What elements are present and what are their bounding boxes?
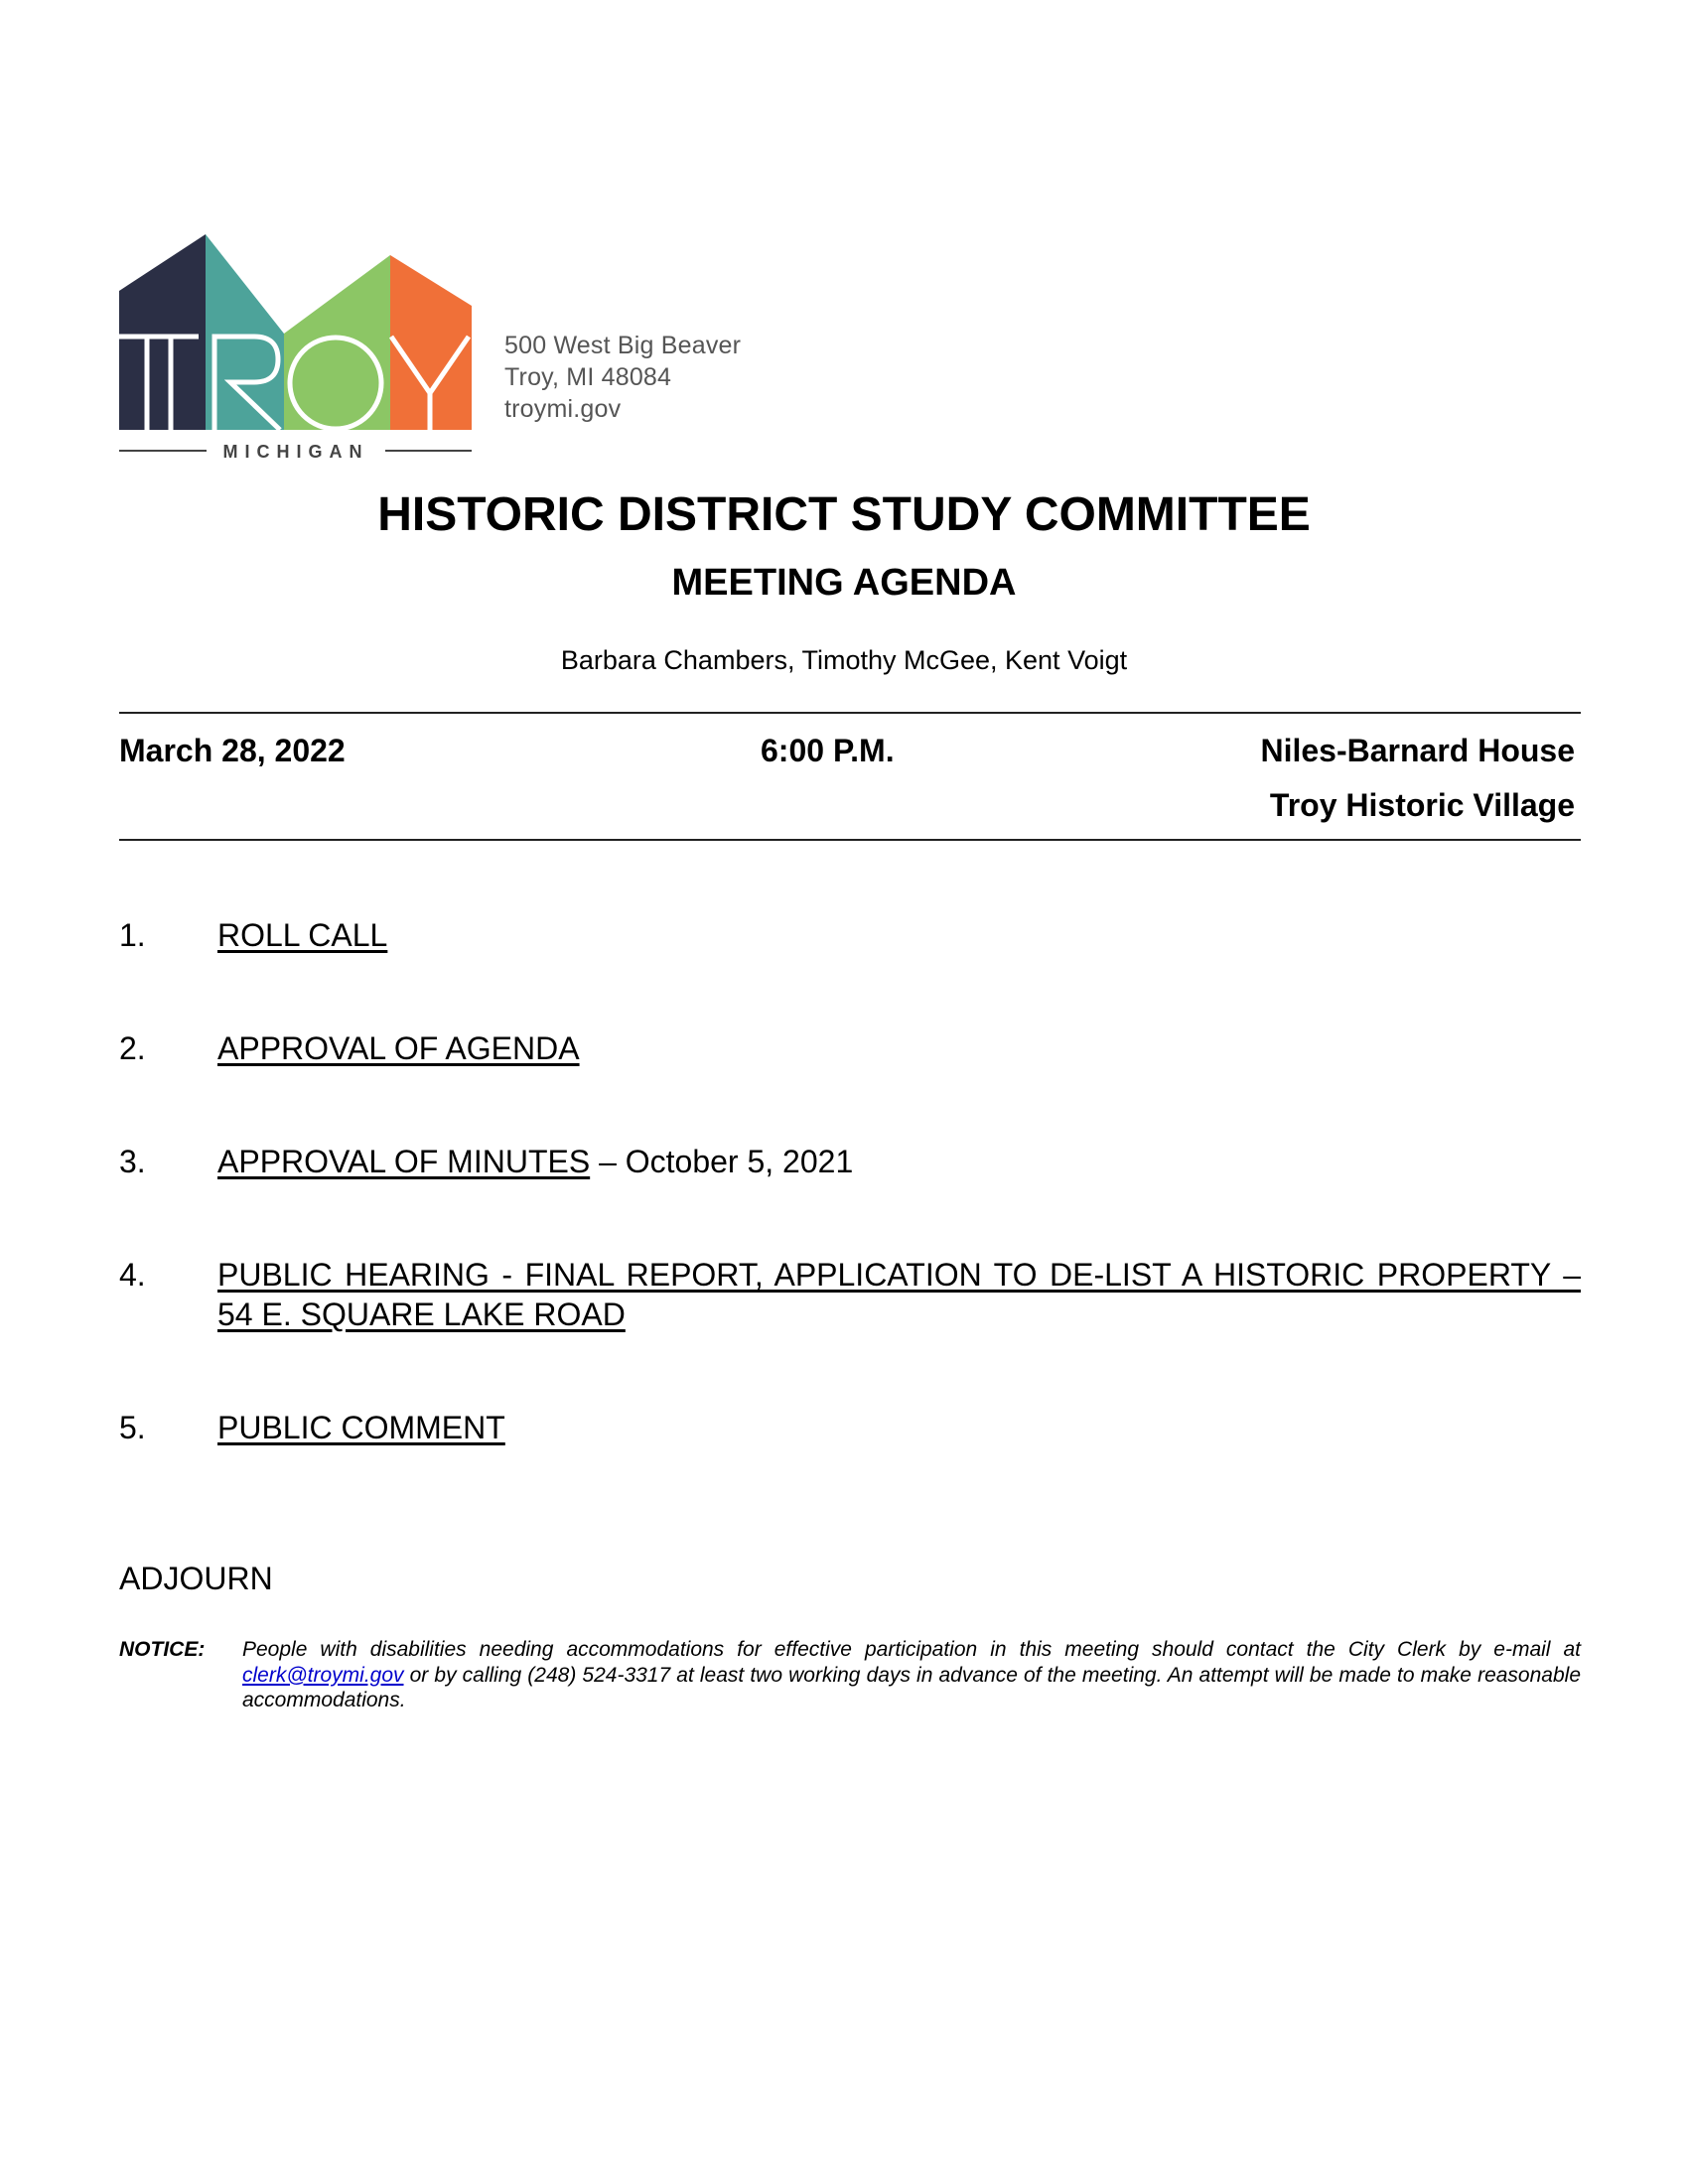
- agenda-item-body: [217, 915, 1581, 955]
- page-title: HISTORIC DISTRICT STUDY COMMITTEE: [377, 488, 1311, 541]
- notice-text-after: or by calling (248) 524-3317 at least two working days in advance of the meeting. An attempt will be made to make reasonable accommodations.: [242, 1663, 1581, 1711]
- meeting-location: Niles-Barnard House: [1260, 733, 1575, 768]
- divider-bottom: [119, 839, 1581, 841]
- agenda-item-body: [217, 1408, 1581, 1447]
- city-address: [504, 330, 741, 425]
- address-city: Troy, MI 48084: [504, 363, 672, 391]
- notice-text: [242, 1637, 1581, 1713]
- address-street: 500 West Big Beaver: [504, 332, 742, 359]
- agenda-item-body: [217, 1028, 1581, 1068]
- meeting-venue: Troy Historic Village: [1269, 787, 1575, 823]
- logo-tagline: MICHIGAN: [222, 442, 369, 461]
- page-subtitle: MEETING AGENDA: [671, 562, 1017, 604]
- agenda-item-title: APPROVAL OF AGENDA: [217, 1030, 580, 1066]
- agenda-item-number: 3.: [119, 1144, 146, 1179]
- agenda-item-body: [217, 1142, 1581, 1181]
- logo-wordmark: TROY: [119, 234, 122, 235]
- address-website: troymi.gov: [504, 395, 622, 423]
- agenda-item-date: – October 5, 2021: [590, 1144, 854, 1179]
- clerk-email-link[interactable]: clerk@troymi.gov: [242, 1663, 404, 1687]
- divider-top: [119, 712, 1581, 714]
- agenda-item-title: APPROVAL OF MINUTES: [217, 1144, 591, 1179]
- agenda-item-body: [217, 1255, 1581, 1334]
- agenda-item-number: 2.: [119, 1030, 146, 1066]
- adjourn-label: ADJOURN: [119, 1561, 273, 1596]
- logo-house-teal: [206, 234, 284, 430]
- agenda-item-number: 1.: [119, 917, 146, 953]
- committee-members: Barbara Chambers, Timothy McGee, Kent Voigt: [560, 645, 1128, 675]
- agenda-item-title: ROLL CALL: [217, 917, 388, 953]
- meeting-time: 6:00 P.M.: [761, 733, 895, 768]
- notice-text-before: People with disabilities needing accommodations for effective participation in this meeting should contact the City Clerk by e-mail at: [242, 1638, 1581, 1661]
- agenda-item-number: 4.: [119, 1257, 146, 1293]
- logo-house-navy: [119, 234, 206, 430]
- agenda-item-title: PUBLIC COMMENT: [217, 1410, 505, 1445]
- agenda-item-number: 5.: [119, 1410, 146, 1445]
- notice-label: NOTICE:: [119, 1638, 206, 1661]
- agenda-item-title: PUBLIC HEARING - FINAL REPORT, APPLICATION TO DE-LIST A HISTORIC PROPERTY – 54 E. SQUARE LAKE ROAD: [217, 1257, 1581, 1332]
- meeting-date: March 28, 2022: [119, 733, 346, 768]
